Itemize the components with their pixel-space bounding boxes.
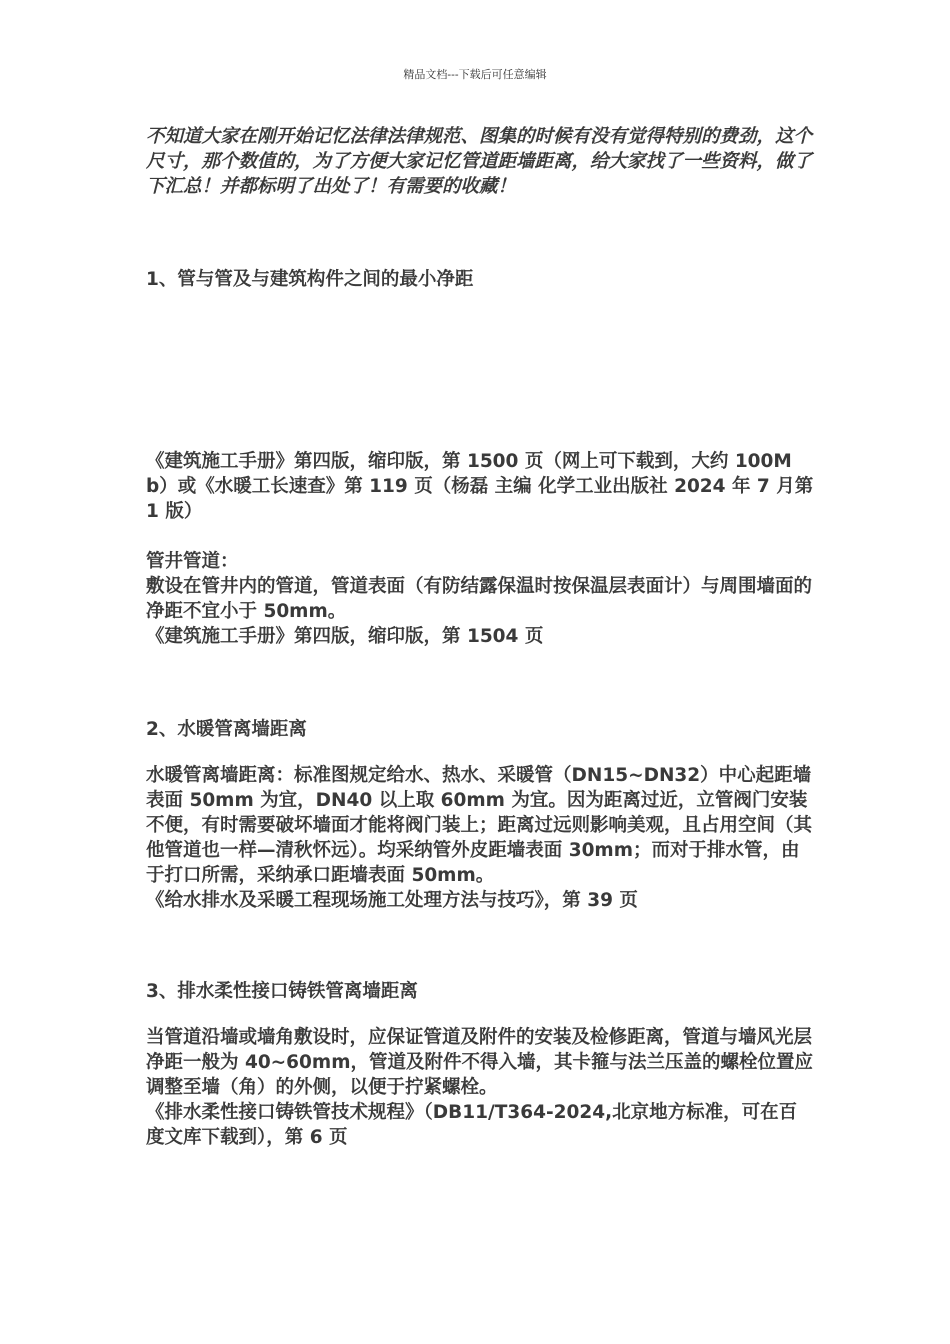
section-1-source: 《建筑施工手册》第四版，缩印版，第 1504 页 — [146, 626, 544, 647]
section-1-subheading: 管井管道： — [146, 551, 239, 572]
section-3-body: 当管道沿墙或墙角敷设时，应保证管道及附件的安装及检修距离，管道与墙风光层净距一般为 40~60mm，管道及附件不得入墙，其卡箍与法兰压盖的螺栓位置应调整至墙（角）的外侧，以便于拧紧螺栓。 — [146, 1027, 813, 1098]
page-header: 精品文档---下载后可任意编辑 — [403, 68, 547, 81]
section-2-source: 《给水排水及采暖工程现场施工处理方法与技巧》，第 39 页 — [146, 890, 638, 911]
section-1-heading: 1、管与管及与建筑构件之间的最小净距 — [146, 269, 474, 290]
section-1-body: 敷设在管井内的管道，管道表面（有防结露保温时按保温层表面计）与周围墙面的净距不宜小于 50mm。 — [146, 576, 813, 622]
section-3-source: 《排水柔性接口铸铁管技术规程》（DB11/T364-2024,北京地方标准，可在百度文库下载到），第 6 页 — [146, 1102, 798, 1148]
section-2-body: 水暖管离墙距离：标准图规定给水、热水、采暖管（DN15~DN32）中心起距墙表面 50mm 为宜，DN40 以上取 60mm 为宜。因为距离过近，立管阀门安装不便，有时需要破坏墙面才能将阀门装上；距离过远则影响美观，且占用空间（其他管道也一样—清秋怀远）。均采纳管外皮距墙表面 30mm；而对于排水管，由于打口所需，采纳承口距墙表面 50mm。 — [146, 765, 813, 886]
intro-paragraph: 不知道大家在刚开始记忆法律法律规范、图集的时候有没有觉得特别的费劲，这个尺寸，那个数值的，为了方便大家记忆管道距墙距离，给大家找了一些资料，做了下汇总！并都标明了出处了！有需要的收藏！ — [146, 126, 813, 197]
section-1-citation: 《建筑施工手册》第四版，缩印版，第 1500 页（网上可下载到，大约 100Mb）或《水暖工长速查》第 119 页（杨磊 主编 化学工业出版社 2024 年 7 月第 1 版） — [146, 451, 814, 522]
section-3-heading: 3、排水柔性接口铸铁管离墙距离 — [146, 981, 418, 1002]
section-2-heading: 2、水暖管离墙距离 — [146, 719, 307, 740]
document-body — [146, 124, 814, 1150]
